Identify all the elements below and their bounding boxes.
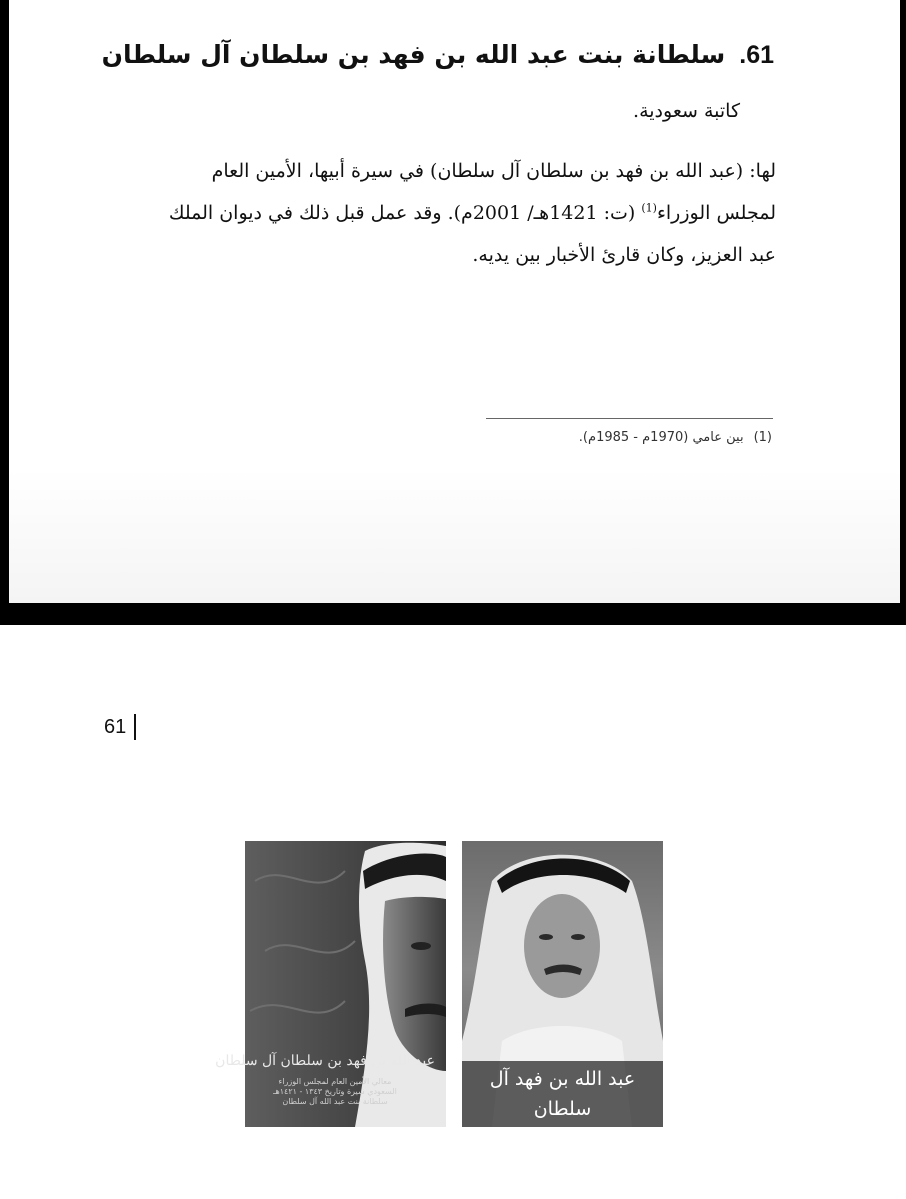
body-line-2a: لمجلس الوزراء — [656, 202, 776, 224]
page-separator — [0, 603, 906, 625]
body-line-3: عبد العزيز، وكان قارئ الأخبار بين يديه. — [472, 244, 776, 266]
body-line-1: لها: (عبد الله بن فهد بن سلطان آل سلطان) في سيرة أبيها، الأمين العام — [211, 160, 776, 182]
page-number-rule — [134, 714, 136, 740]
screen-frame-left — [0, 0, 9, 605]
book-cover-photo[interactable] — [215, 841, 446, 1127]
portrait-caption-box — [462, 1061, 663, 1127]
footnote-reference: (1) — [641, 201, 657, 215]
entry-heading — [101, 40, 774, 70]
screen-frame-right — [900, 0, 906, 605]
body-line-2b: (ت: 1421هـ/ 2001م). وقد عمل قبل ذلك في ديوان الملك — [168, 202, 636, 224]
portrait-photo[interactable] — [462, 841, 663, 1127]
cover-title: عبد الله بن فهد بن سلطان آل سلطان — [215, 1053, 435, 1069]
portrait-caption: عبد الله بن فهد آل سلطان — [489, 1068, 636, 1120]
entry-name: سلطانة بنت عبد الله بن فهد بن سلطان آل سلطان — [101, 40, 726, 69]
entry-subtitle: كاتبة سعودية. — [633, 100, 740, 122]
page-number: 61 — [104, 716, 127, 738]
footnote — [372, 430, 772, 445]
body-line-2 — [136, 192, 776, 234]
footnote-number: (1) — [753, 430, 772, 445]
footnote-text: بين عامي (1970م - 1985م). — [578, 430, 744, 445]
footnote-divider — [486, 418, 773, 419]
entry-body — [136, 150, 776, 276]
entry-number: 61. — [739, 41, 774, 69]
cover-subtitle: معالي الأمين العام لمجلس الوزراء السعودي سيرة وتاريخ ١٣٤٣ - ١٤٢١هـ سلطانة بنت عبد الله آل سلطان — [273, 1077, 397, 1106]
